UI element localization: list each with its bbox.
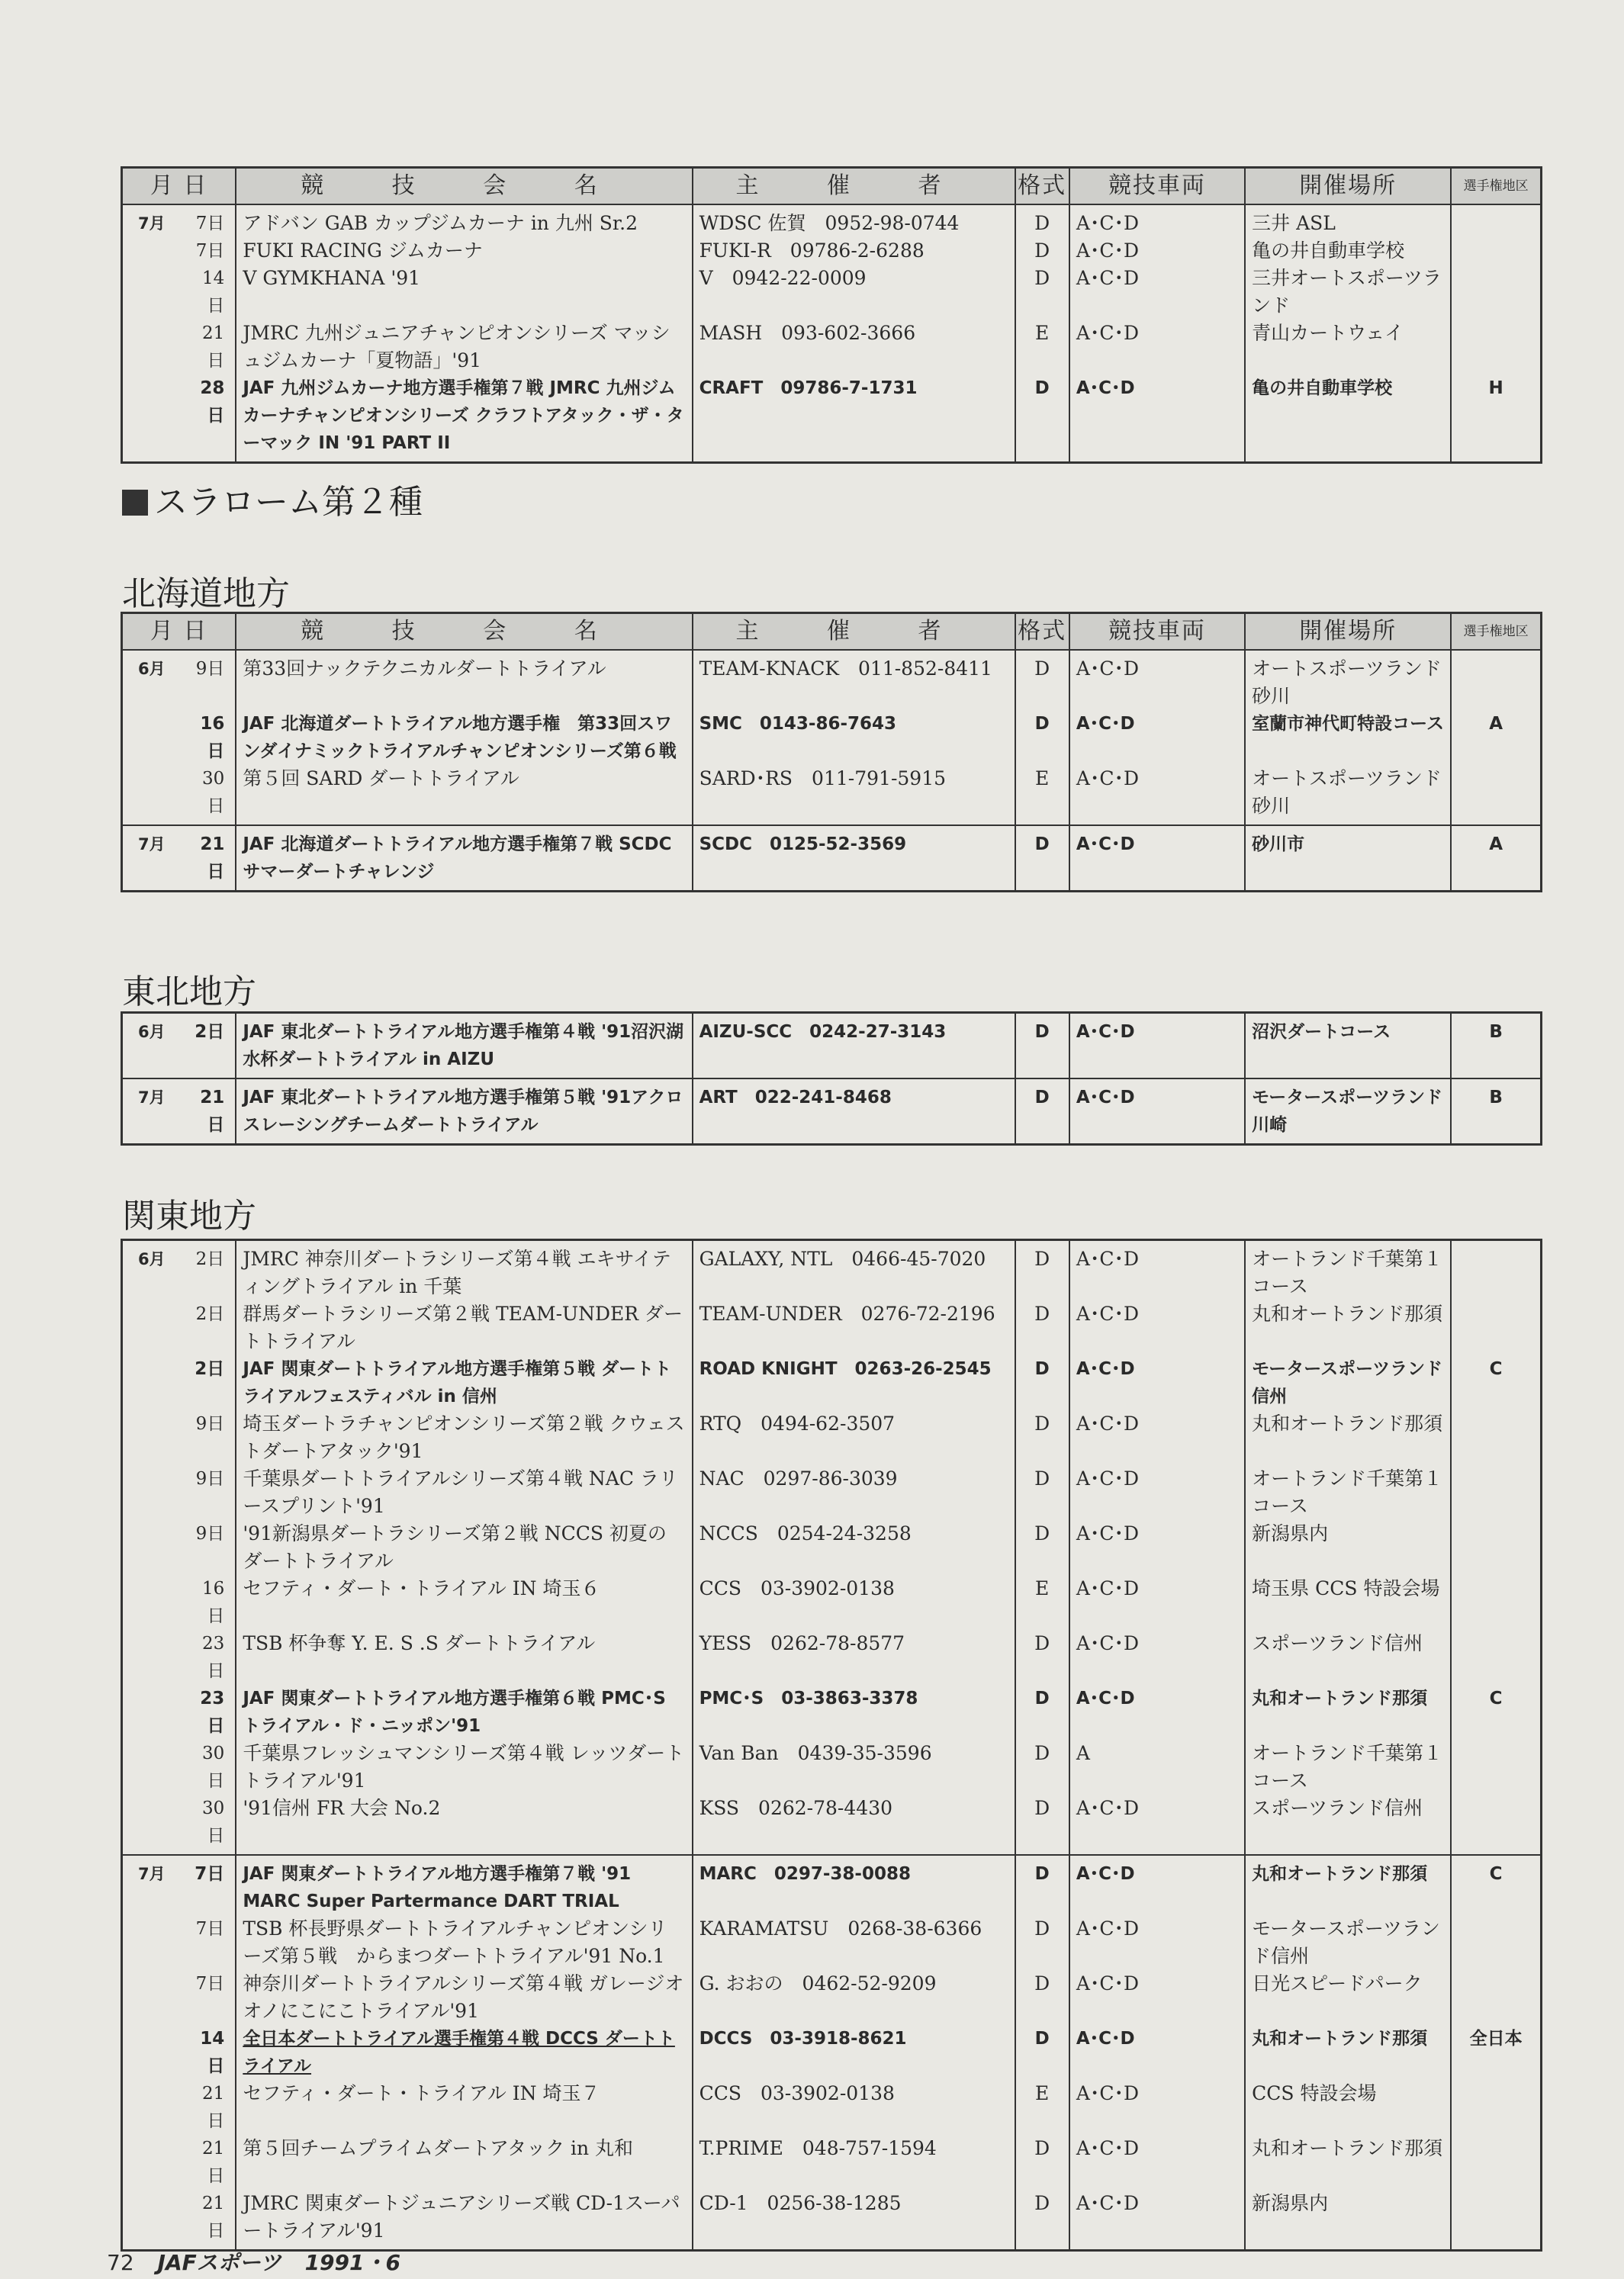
- month-cell: [122, 1685, 188, 1740]
- table-row: [122, 2025, 1542, 2080]
- format-cell: D: [1015, 204, 1069, 237]
- region-cell: [1451, 204, 1541, 237]
- region-cell: B: [1451, 1013, 1541, 1079]
- vehicles-cell: A･C･D: [1069, 2025, 1245, 2080]
- organizer-cell: CD-1 0256-38-1285: [693, 2190, 1015, 2251]
- venue-cell: 丸和オートランド那須: [1245, 1300, 1451, 1355]
- vehicles-cell: A･C･D: [1069, 2135, 1245, 2190]
- square-bullet-icon: [122, 490, 148, 516]
- format-cell: D: [1015, 825, 1069, 892]
- region-cell: [1451, 1575, 1541, 1630]
- organizer-cell: CRAFT 09786-7-1731: [693, 374, 1015, 463]
- header-event-name: 競 技 会 名: [236, 613, 692, 651]
- venue-cell: 日光スピードパーク: [1245, 1970, 1451, 2025]
- format-cell: D: [1015, 1355, 1069, 1410]
- region-cell: [1451, 1410, 1541, 1465]
- day-cell: 28日: [188, 374, 236, 463]
- venue-cell: 亀の井自動車学校: [1245, 374, 1451, 463]
- schedule-table-tohoku: [121, 1011, 1542, 1146]
- month-cell: [122, 320, 188, 374]
- event-name-cell: V GYMKHANA '91: [236, 265, 692, 320]
- format-cell: D: [1015, 1300, 1069, 1355]
- header-organizer: 主 催 者: [693, 613, 1015, 651]
- vehicles-cell: A･C･D: [1069, 1855, 1245, 1915]
- table-row: [122, 825, 1542, 892]
- region-cell: A: [1451, 825, 1541, 892]
- table-row: [122, 1355, 1542, 1410]
- vehicles-cell: A･C･D: [1069, 320, 1245, 374]
- event-name-cell: JMRC 関東ダートジュニアシリーズ戦 CD-1スーパートライアル'91: [236, 2190, 692, 2251]
- organizer-cell: G. おおの 0462-52-9209: [693, 1970, 1015, 2025]
- format-cell: D: [1015, 1240, 1069, 1301]
- table-row: [122, 1685, 1542, 1740]
- table-row: [122, 1300, 1542, 1355]
- day-cell: 9日: [188, 650, 236, 710]
- event-name-cell: '91信州 FR 大会 No.2: [236, 1795, 692, 1855]
- venue-cell: 亀の井自動車学校: [1245, 237, 1451, 265]
- schedule-table-kyushu-gymkhana: [121, 166, 1542, 464]
- month-cell: 7月: [122, 1855, 188, 1915]
- vehicles-cell: A･C･D: [1069, 1520, 1245, 1575]
- venue-cell: 新潟県内: [1245, 1520, 1451, 1575]
- organizer-cell: SMC 0143-86-7643: [693, 710, 1015, 765]
- region-cell: [1451, 1970, 1541, 2025]
- organizer-cell: ROAD KNIGHT 0263-26-2545: [693, 1355, 1015, 1410]
- day-cell: 21日: [188, 825, 236, 892]
- region-cell: [1451, 1795, 1541, 1855]
- day-cell: 30日: [188, 1795, 236, 1855]
- organizer-cell: MASH 093-602-3666: [693, 320, 1015, 374]
- header-month-day: 月 日: [122, 613, 236, 651]
- vehicles-cell: A･C･D: [1069, 710, 1245, 765]
- vehicles-cell: A･C･D: [1069, 2190, 1245, 2251]
- event-name-cell: セフティ・ダート・トライアル IN 埼玉６: [236, 1575, 692, 1630]
- table-row: [122, 2135, 1542, 2190]
- region-cell: [1451, 1630, 1541, 1685]
- venue-cell: 埼玉県 CCS 特設会場: [1245, 1575, 1451, 1630]
- region-cell: B: [1451, 1078, 1541, 1145]
- organizer-cell: PMC･S 03-3863-3378: [693, 1685, 1015, 1740]
- vehicles-cell: A･C･D: [1069, 1240, 1245, 1301]
- vehicles-cell: A･C･D: [1069, 1355, 1245, 1410]
- month-cell: [122, 1300, 188, 1355]
- table-row: [122, 765, 1542, 825]
- organizer-cell: V 0942-22-0009: [693, 265, 1015, 320]
- region-cell: [1451, 1915, 1541, 1970]
- organizer-cell: TEAM-KNACK 011-852-8411: [693, 650, 1015, 710]
- event-name-cell: 千葉県フレッシュマンシリーズ第４戦 レッツダートトライアル'91: [236, 1740, 692, 1795]
- day-cell: 14日: [188, 2025, 236, 2080]
- vehicles-cell: A･C･D: [1069, 1795, 1245, 1855]
- event-name-cell: JAF 北海道ダートトライアル地方選手権第７戦 SCDC サマーダートチャレンジ: [236, 825, 692, 892]
- day-cell: 7日: [188, 237, 236, 265]
- event-name-cell: アドバン GAB カップジムカーナ in 九州 Sr.2: [236, 204, 692, 237]
- vehicles-cell: A･C･D: [1069, 1013, 1245, 1079]
- month-cell: [122, 1575, 188, 1630]
- event-name-cell: 全日本ダートトライアル選手権第４戦 DCCS ダートトライアル: [236, 2025, 692, 2080]
- format-cell: D: [1015, 1740, 1069, 1795]
- organizer-cell: YESS 0262-78-8577: [693, 1630, 1015, 1685]
- month-cell: [122, 2080, 188, 2135]
- format-cell: E: [1015, 2080, 1069, 2135]
- month-cell: [122, 2135, 188, 2190]
- month-cell: [122, 1970, 188, 2025]
- month-cell: 7月: [122, 825, 188, 892]
- venue-cell: オートランド千葉第１コース: [1245, 1740, 1451, 1795]
- venue-cell: オートランド千葉第１コース: [1245, 1465, 1451, 1520]
- venue-cell: 室蘭市神代町特設コース: [1245, 710, 1451, 765]
- day-cell: 9日: [188, 1520, 236, 1575]
- organizer-cell: WDSC 佐賀 0952-98-0744: [693, 204, 1015, 237]
- table-row: [122, 204, 1542, 237]
- vehicles-cell: A･C･D: [1069, 1465, 1245, 1520]
- venue-cell: 丸和オートランド那須: [1245, 1685, 1451, 1740]
- day-cell: 2日: [188, 1013, 236, 1079]
- venue-cell: 丸和オートランド那須: [1245, 2025, 1451, 2080]
- event-name-cell: JMRC 神奈川ダートラシリーズ第４戦 エキサイティングトライアル in 千葉: [236, 1240, 692, 1301]
- format-cell: D: [1015, 1915, 1069, 1970]
- month-cell: [122, 1465, 188, 1520]
- table-row: [122, 1740, 1542, 1795]
- table-row: [122, 650, 1542, 710]
- day-cell: 2日: [188, 1240, 236, 1301]
- event-name-cell: JAF 九州ジムカーナ地方選手権第７戦 JMRC 九州ジムカーナチャンピオンシリーズ クラフトアタック・ザ・ターマック IN '91 PART II: [236, 374, 692, 463]
- region-cell: A: [1451, 710, 1541, 765]
- header-venue: 開催場所: [1245, 613, 1451, 651]
- day-cell: 7日: [188, 1915, 236, 1970]
- day-cell: 2日: [188, 1300, 236, 1355]
- table-row: [122, 1795, 1542, 1855]
- organizer-cell: T.PRIME 048-757-1594: [693, 2135, 1015, 2190]
- day-cell: 30日: [188, 1740, 236, 1795]
- table-row: [122, 710, 1542, 765]
- event-name-cell: JAF 東北ダートトライアル地方選手権第４戦 '91沼沢湖水杯ダートトライアル in AIZU: [236, 1013, 692, 1079]
- table-row: [122, 1575, 1542, 1630]
- region-cell: [1451, 320, 1541, 374]
- format-cell: D: [1015, 265, 1069, 320]
- event-name-cell: TSB 杯争奪 Y. E. S .S ダートトライアル: [236, 1630, 692, 1685]
- region-cell: [1451, 265, 1541, 320]
- vehicles-cell: A･C･D: [1069, 1575, 1245, 1630]
- region-cell: 全日本: [1451, 2025, 1541, 2080]
- day-cell: 7日: [188, 1855, 236, 1915]
- venue-cell: オートランド千葉第１コース: [1245, 1240, 1451, 1301]
- format-cell: D: [1015, 1520, 1069, 1575]
- organizer-cell: Van Ban 0439-35-3596: [693, 1740, 1015, 1795]
- day-cell: 14日: [188, 265, 236, 320]
- page-number: 72: [107, 2250, 134, 2275]
- venue-cell: 砂川市: [1245, 825, 1451, 892]
- format-cell: D: [1015, 1855, 1069, 1915]
- venue-cell: 青山カートウェイ: [1245, 320, 1451, 374]
- region-cell: [1451, 765, 1541, 825]
- header-region: 選手権地区: [1451, 168, 1541, 205]
- day-cell: 21日: [188, 2190, 236, 2251]
- event-name-cell: TSB 杯長野県ダートトライアルチャンピオンシリーズ第５戦 からまつダートトライアル'91 No.1: [236, 1915, 692, 1970]
- header-region: 選手権地区: [1451, 613, 1541, 651]
- region-cell: [1451, 650, 1541, 710]
- format-cell: D: [1015, 710, 1069, 765]
- day-cell: 7日: [188, 1970, 236, 2025]
- month-cell: [122, 1520, 188, 1575]
- table-row: [122, 374, 1542, 463]
- organizer-cell: CCS 03-3902-0138: [693, 1575, 1015, 1630]
- venue-cell: 三井オートスポーツランド: [1245, 265, 1451, 320]
- region-title-kanto: 関東地方: [122, 1197, 256, 1236]
- month-cell: [122, 2190, 188, 2251]
- organizer-cell: SARD･RS 011-791-5915: [693, 765, 1015, 825]
- table-header-row: [122, 613, 1542, 651]
- venue-cell: 丸和オートランド那須: [1245, 2135, 1451, 2190]
- event-name-cell: 第５回 SARD ダートトライアル: [236, 765, 692, 825]
- table-header-row: [122, 168, 1542, 205]
- vehicles-cell: A･C･D: [1069, 204, 1245, 237]
- vehicles-cell: A･C･D: [1069, 765, 1245, 825]
- header-event-name: 競 技 会 名: [236, 168, 692, 205]
- event-name-cell: JAF 関東ダートトライアル地方選手権第６戦 PMC･S トライアル・ド・ニッポン'91: [236, 1685, 692, 1740]
- format-cell: D: [1015, 1630, 1069, 1685]
- table-row: [122, 237, 1542, 265]
- day-cell: 16日: [188, 1575, 236, 1630]
- region-cell: [1451, 1740, 1541, 1795]
- organizer-cell: SCDC 0125-52-3569: [693, 825, 1015, 892]
- venue-cell: スポーツランド信州: [1245, 1630, 1451, 1685]
- vehicles-cell: A･C･D: [1069, 1685, 1245, 1740]
- event-name-cell: FUKI RACING ジムカーナ: [236, 237, 692, 265]
- month-cell: 6月: [138, 660, 166, 678]
- venue-cell: CCS 特設会場: [1245, 2080, 1451, 2135]
- month-cell: [122, 1795, 188, 1855]
- header-vehicles: 競技車両: [1069, 168, 1245, 205]
- organizer-cell: CCS 03-3902-0138: [693, 2080, 1015, 2135]
- venue-cell: 丸和オートランド那須: [1245, 1855, 1451, 1915]
- day-cell: 16日: [188, 710, 236, 765]
- vehicles-cell: A･C･D: [1069, 1915, 1245, 1970]
- month-cell: [122, 1740, 188, 1795]
- month-cell: [122, 765, 188, 825]
- day-cell: 23日: [188, 1630, 236, 1685]
- header-format: 格式: [1015, 613, 1069, 651]
- table-row: [122, 1855, 1542, 1915]
- event-name-cell: 第５回チームプライムダートアタック in 丸和: [236, 2135, 692, 2190]
- region-cell: [1451, 2135, 1541, 2190]
- organizer-cell: NCCS 0254-24-3258: [693, 1520, 1015, 1575]
- month-cell: [122, 374, 188, 463]
- table-row: [122, 1520, 1542, 1575]
- region-cell: C: [1451, 1855, 1541, 1915]
- issue-date: 1991・6: [304, 2250, 400, 2275]
- header-vehicles: 競技車両: [1069, 613, 1245, 651]
- vehicles-cell: A･C･D: [1069, 1630, 1245, 1685]
- region-cell: [1451, 1520, 1541, 1575]
- vehicles-cell: A･C･D: [1069, 1300, 1245, 1355]
- day-cell: 2日: [188, 1355, 236, 1410]
- header-venue: 開催場所: [1245, 168, 1451, 205]
- organizer-cell: TEAM-UNDER 0276-72-2196: [693, 1300, 1015, 1355]
- section-title-slalom: スラローム第２種: [122, 474, 423, 523]
- event-name-cell: JAF 北海道ダートトライアル地方選手権 第33回スワンダイナミックトライアルチャンピオンシリーズ第６戦: [236, 710, 692, 765]
- table-row: [122, 2190, 1542, 2251]
- region-title-hokkaido: 北海道地方: [122, 574, 290, 613]
- organizer-cell: AIZU-SCC 0242-27-3143: [693, 1013, 1015, 1079]
- vehicles-cell: A: [1069, 1740, 1245, 1795]
- table-row: [122, 1915, 1542, 1970]
- day-cell: 21日: [188, 2080, 236, 2135]
- venue-cell: オートスポーツランド砂川: [1245, 650, 1451, 710]
- month-cell: 6月: [138, 1250, 166, 1268]
- day-cell: 7日: [188, 204, 236, 237]
- format-cell: D: [1015, 1465, 1069, 1520]
- month-cell: [122, 1410, 188, 1465]
- month-cell: [122, 2025, 188, 2080]
- format-cell: D: [1015, 2025, 1069, 2080]
- venue-cell: モータースポーツランド信州: [1245, 1355, 1451, 1410]
- page-footer: [107, 2246, 400, 2277]
- magazine-name: JAFスポーツ: [157, 2250, 281, 2275]
- format-cell: D: [1015, 2190, 1069, 2251]
- event-name-cell: JMRC 九州ジュニアチャンピオンシリーズ マッシュジムカーナ「夏物語」'91: [236, 320, 692, 374]
- event-name-cell: JAF 関東ダートトライアル地方選手権第５戦 ダートトライアルフェスティバル in 信州: [236, 1355, 692, 1410]
- organizer-cell: GALAXY, NTL 0466-45-7020: [693, 1240, 1015, 1301]
- event-name-cell: '91新潟県ダートラシリーズ第２戦 NCCS 初夏のダートトライアル: [236, 1520, 692, 1575]
- organizer-cell: DCCS 03-3918-8621: [693, 2025, 1015, 2080]
- day-cell: 21日: [188, 2135, 236, 2190]
- region-cell: [1451, 2080, 1541, 2135]
- schedule-table-kanto: [121, 1239, 1542, 2252]
- region-title-tohoku: 東北地方: [122, 972, 256, 1011]
- event-name-cell: JAF 東北ダートトライアル地方選手権第５戦 '91アクロスレーシングチームダートトライアル: [236, 1078, 692, 1145]
- month-cell: [122, 1630, 188, 1685]
- table-row: [122, 320, 1542, 374]
- organizer-cell: NAC 0297-86-3039: [693, 1465, 1015, 1520]
- venue-cell: モータースポーツランド信州: [1245, 1915, 1451, 1970]
- event-name-cell: 神奈川ダートトライアルシリーズ第４戦 ガレージオオノにこにこトライアル'91: [236, 1970, 692, 2025]
- event-name-cell: JAF 関東ダートトライアル地方選手権第７戦 '91 MARC Super Partermance DART TRIAL: [236, 1855, 692, 1915]
- vehicles-cell: A･C･D: [1069, 237, 1245, 265]
- vehicles-cell: A･C･D: [1069, 2080, 1245, 2135]
- month-cell: 7月: [138, 214, 166, 233]
- format-cell: E: [1015, 1575, 1069, 1630]
- day-cell: 30日: [188, 765, 236, 825]
- format-cell: D: [1015, 2135, 1069, 2190]
- header-month-day: 月 日: [122, 168, 236, 205]
- vehicles-cell: A･C･D: [1069, 1078, 1245, 1145]
- schedule-table-hokkaido: [121, 612, 1542, 892]
- header-format: 格式: [1015, 168, 1069, 205]
- format-cell: D: [1015, 374, 1069, 463]
- vehicles-cell: A･C･D: [1069, 265, 1245, 320]
- venue-cell: 新潟県内: [1245, 2190, 1451, 2251]
- format-cell: D: [1015, 1685, 1069, 1740]
- event-name-cell: 群馬ダートラシリーズ第２戦 TEAM-UNDER ダートトライアル: [236, 1300, 692, 1355]
- venue-cell: 沼沢ダートコース: [1245, 1013, 1451, 1079]
- table-row: [122, 2080, 1542, 2135]
- day-cell: 21日: [188, 1078, 236, 1145]
- organizer-cell: KSS 0262-78-4430: [693, 1795, 1015, 1855]
- format-cell: D: [1015, 237, 1069, 265]
- header-organizer: 主 催 者: [693, 168, 1015, 205]
- venue-cell: スポーツランド信州: [1245, 1795, 1451, 1855]
- month-cell: 6月: [138, 1023, 166, 1041]
- vehicles-cell: A･C･D: [1069, 374, 1245, 463]
- table-row: [122, 1240, 1542, 1301]
- venue-cell: オートスポーツランド砂川: [1245, 765, 1451, 825]
- table-row: [122, 1013, 1542, 1079]
- vehicles-cell: A･C･D: [1069, 825, 1245, 892]
- organizer-cell: FUKI-R 09786-2-6288: [693, 237, 1015, 265]
- vehicles-cell: A･C･D: [1069, 650, 1245, 710]
- table-row: [122, 1970, 1542, 2025]
- region-cell: C: [1451, 1685, 1541, 1740]
- format-cell: D: [1015, 1078, 1069, 1145]
- day-cell: 9日: [188, 1465, 236, 1520]
- vehicles-cell: A･C･D: [1069, 1970, 1245, 2025]
- venue-cell: 三井 ASL: [1245, 204, 1451, 237]
- table-row: [122, 1410, 1542, 1465]
- event-name-cell: 第33回ナックテクニカルダートトライアル: [236, 650, 692, 710]
- region-cell: [1451, 1465, 1541, 1520]
- organizer-cell: RTQ 0494-62-3507: [693, 1410, 1015, 1465]
- format-cell: D: [1015, 1013, 1069, 1079]
- region-cell: C: [1451, 1355, 1541, 1410]
- month-cell: [122, 1915, 188, 1970]
- month-cell: 7月: [122, 1078, 188, 1145]
- event-name-cell: 千葉県ダートトライアルシリーズ第４戦 NAC ラリースプリント'91: [236, 1465, 692, 1520]
- day-cell: 21日: [188, 320, 236, 374]
- table-row: [122, 1630, 1542, 1685]
- region-cell: [1451, 237, 1541, 265]
- organizer-cell: MARC 0297-38-0088: [693, 1855, 1015, 1915]
- format-cell: D: [1015, 1795, 1069, 1855]
- format-cell: D: [1015, 650, 1069, 710]
- format-cell: D: [1015, 1970, 1069, 2025]
- region-cell: [1451, 2190, 1541, 2251]
- region-cell: [1451, 1300, 1541, 1355]
- table-row: [122, 265, 1542, 320]
- vehicles-cell: A･C･D: [1069, 1410, 1245, 1465]
- month-cell: [122, 1355, 188, 1410]
- table-row: [122, 1465, 1542, 1520]
- region-cell: H: [1451, 374, 1541, 463]
- region-cell: [1451, 1240, 1541, 1301]
- day-cell: 9日: [188, 1410, 236, 1465]
- event-name-cell: セフティ・ダート・トライアル IN 埼玉７: [236, 2080, 692, 2135]
- month-cell: [122, 237, 188, 265]
- format-cell: E: [1015, 320, 1069, 374]
- format-cell: D: [1015, 1410, 1069, 1465]
- month-cell: [122, 710, 188, 765]
- event-name-cell: 埼玉ダートラチャンピオンシリーズ第２戦 クウェストダートアタック'91: [236, 1410, 692, 1465]
- day-cell: 23日: [188, 1685, 236, 1740]
- table-row: [122, 1078, 1542, 1145]
- format-cell: E: [1015, 765, 1069, 825]
- organizer-cell: ART 022-241-8468: [693, 1078, 1015, 1145]
- month-cell: [122, 265, 188, 320]
- organizer-cell: KARAMATSU 0268-38-6366: [693, 1915, 1015, 1970]
- venue-cell: 丸和オートランド那須: [1245, 1410, 1451, 1465]
- venue-cell: モータースポーツランド川崎: [1245, 1078, 1451, 1145]
